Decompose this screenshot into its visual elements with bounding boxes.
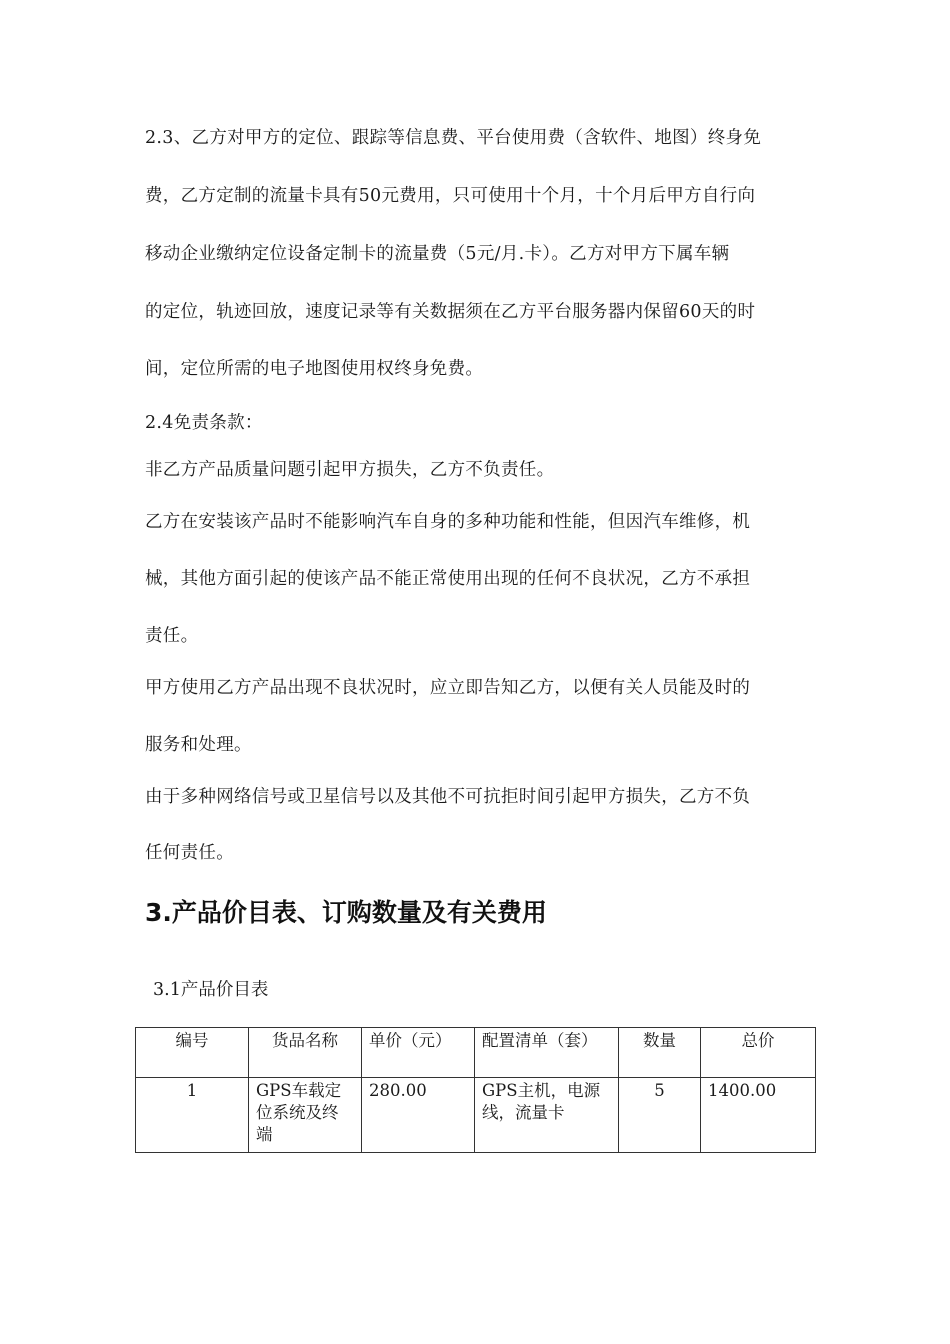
header-number: 编号 <box>136 1028 249 1078</box>
paragraph-line: 甲方使用乙方产品出现不良状况时，应立即告知乙方，以便有关人员能及时的 <box>145 678 751 698</box>
table-row <box>136 1078 816 1153</box>
paragraph-line: 服务和处理。 <box>145 735 252 755</box>
paragraph-line: 任何责任。 <box>145 843 234 863</box>
cell-config-list: GPS主机，电源线，流量卡 <box>475 1078 619 1153</box>
table-caption: 3.1产品价目表 <box>153 980 269 1000</box>
paragraph-line: 间，定位所需的电子地图使用权终身免费。 <box>145 359 484 379</box>
paragraph-line: 费，乙方定制的流量卡具有50元费用，只可使用十个月，十个月后甲方自行向 <box>145 186 756 206</box>
paragraph-line: 械，其他方面引起的使该产品不能正常使用出现的任何不良状况，乙方不承担 <box>145 569 751 589</box>
paragraph-line: 由于多种网络信号或卫星信号以及其他不可抗拒时间引起甲方损失，乙方不负 <box>145 787 751 807</box>
section-heading: 3.产品价目表、订购数量及有关费用 <box>145 898 547 927</box>
header-quantity: 数量 <box>619 1028 701 1078</box>
paragraph-line: 乙方在安装该产品时不能影响汽车自身的多种功能和性能，但因汽车维修，机 <box>145 512 751 532</box>
header-total: 总价 <box>701 1028 816 1078</box>
price-table <box>135 1027 816 1153</box>
cell-item-name: GPS车载定位系统及终端 <box>249 1078 362 1153</box>
cell-number: 1 <box>136 1078 249 1153</box>
cell-unit-price: 280.00 <box>362 1078 475 1153</box>
header-item-name: 货品名称 <box>249 1028 362 1078</box>
paragraph-line: 移动企业缴纳定位设备定制卡的流量费（5元/月.卡）。乙方对甲方下属车辆 <box>145 244 730 264</box>
table-header-row <box>136 1028 816 1078</box>
paragraph-line: 责任。 <box>145 626 199 646</box>
paragraph-line: 2.3、乙方对甲方的定位、跟踪等信息费、平台使用费（含软件、地图）终身免 <box>145 128 762 148</box>
cell-total: 1400.00 <box>701 1078 816 1153</box>
clause-heading: 2.4免责条款： <box>145 413 263 433</box>
header-unit-price: 单价（元） <box>362 1028 475 1078</box>
cell-quantity: 5 <box>619 1078 701 1153</box>
paragraph-line: 的定位，轨迹回放，速度记录等有关数据须在乙方平台服务器内保留60天的时 <box>145 302 756 322</box>
header-config-list: 配置清单（套） <box>475 1028 619 1078</box>
paragraph-line: 非乙方产品质量问题引起甲方损失，乙方不负责任。 <box>145 460 555 480</box>
